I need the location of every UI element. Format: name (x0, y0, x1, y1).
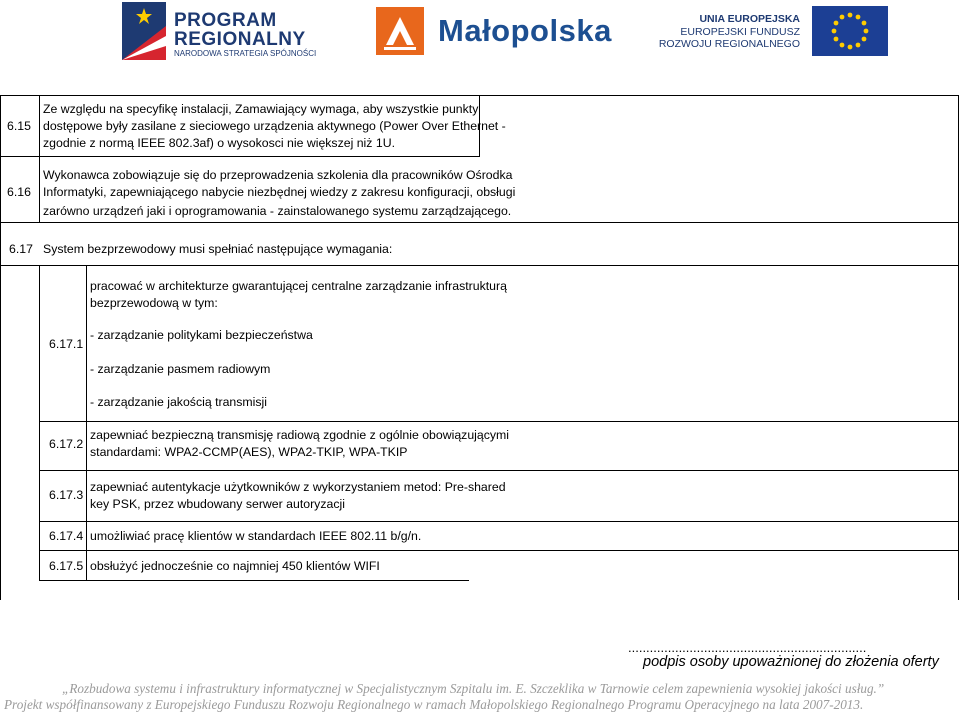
item-text-line: zarówno urządzeń jaki i oprogramowania - zainstalowanego systemu zarządzającego. (43, 204, 512, 218)
subitem-text-line: zapewniać bezpieczną transmisję radiową zgodnie z ogólnie obowiązującymi (90, 428, 510, 442)
item-number: 6.17 (9, 242, 33, 256)
row-border-6171 (39, 421, 958, 422)
subitem-text-line: bezprzewodową w tym: (90, 296, 218, 310)
subitem-number: 6.17.4 (49, 529, 84, 543)
footer-cofinancing: Projekt współfinansowany z Europejskiego Funduszu Rozwoju Regionalnego w ramach Małopolskiego Regionalnego Programu Operacyjnego na lata 2007-2013. (4, 697, 864, 712)
eu-logo-line1: UNIA EUROPEJSKA (699, 13, 800, 25)
col-divider-sub-left (39, 265, 40, 580)
subitem-number: 6.17.2 (49, 437, 84, 451)
subitem-text-line: zapewniać autentykacje użytkowników z wykorzystaniem metod: Pre-shared (90, 480, 506, 494)
program-logo-line3: NARODOWA STRATEGIA SPÓJNOŚCI (174, 49, 317, 58)
col-divider-615 (39, 95, 40, 156)
item-text-line: Wykonawca zobowiązuje się do przeprowadzenia szkolenia dla pracowników Ośrodka (43, 168, 513, 182)
signature-label: podpis osoby upoważnionej do złożenia oferty (643, 654, 939, 670)
item-text-line: dostępowe były zasilane z sieciowego urządzenia aktywnego (Power Over Ethernet - (43, 119, 506, 133)
malopolska-name: Małopolska (438, 13, 612, 48)
item-number: 6.15 (7, 119, 31, 133)
item-text-line: zgodnie z normą IEEE 802.3af) o wysokosci nie większej niż 1U. (43, 136, 395, 150)
row-border-6175 (39, 580, 469, 581)
col-divider-sub-num (86, 265, 87, 580)
subitem-text-line: obsłużyć jednocześnie co najmniej 450 klientów WIFI (90, 559, 380, 573)
subitem-text-line: umożliwiać pracę klientów w standardach IEEE 802.11 b/g/n. (90, 529, 422, 543)
row-border-617 (0, 265, 958, 266)
row-border-616 (0, 222, 958, 223)
eu-logo (658, 6, 888, 56)
footer-project-title: „Rozbudowa systemu i infrastruktury informatycznej w Specjalistycznym Szpitalu im. E. Szczeklika w Tarnowie celem zapewnienia wysokiej jakości usług.” (62, 681, 885, 696)
malopolska-logo (376, 7, 632, 55)
subitem-bullet: - zarządzanie jakością transmisji (90, 395, 268, 409)
subitem-number: 6.17.5 (49, 559, 84, 573)
program-logo-line2: REGIONALNY (174, 29, 306, 50)
item-text-line: Ze względu na specyfikę instalacji, Zamawiający wymaga, aby wszystkie punkty (43, 102, 479, 116)
signature-dots: .................................................................. (628, 640, 867, 655)
eu-logo-line2: EUROPEJSKI FUNDUSZ (680, 26, 800, 38)
subitem-text-line: pracować w architekturze gwarantującej centralne zarządzanie infrastrukturą (90, 279, 507, 293)
row-border-6173 (39, 521, 958, 522)
eu-logo-line3: ROZWOJU REGIONALNEGO (658, 38, 800, 50)
program-logo-line1: PROGRAM (174, 10, 277, 31)
header (0, 0, 960, 62)
program-regionalny-emblem-icon (122, 2, 166, 60)
table-right-border (958, 95, 959, 600)
subitem-number: 6.17.1 (49, 337, 84, 351)
row-border-6174 (39, 550, 958, 551)
row-border-6172 (39, 470, 958, 471)
eu-flag-icon (812, 6, 888, 56)
col-divider-616 (39, 156, 40, 222)
subitem-number: 6.17.3 (49, 488, 84, 502)
item-text-line: Informatyki, zapewniającego nabycie niezbędnej wiedzy z zakresu konfiguracji, obsługi (43, 185, 516, 199)
item-text-line: System bezprzewodowy musi spełniać następujące wymagania: (43, 242, 393, 256)
subitem-text-line: standardami: WPA2-CCMP(AES), WPA2-TKIP, WPA-TKIP (90, 445, 408, 459)
item-number: 6.16 (7, 185, 31, 199)
subitem-text-line: key PSK, przez wbudowany serwer autoryzacji (90, 497, 345, 511)
subitem-bullet: - zarządzanie pasmem radiowym (90, 362, 271, 376)
table-left-border (0, 95, 1, 600)
program-regionalny-logo (122, 2, 322, 60)
subitem-bullet: - zarządzanie politykami bezpieczeństwa (90, 328, 313, 342)
malopolska-emblem-icon (376, 7, 424, 55)
row-border-615 (0, 156, 480, 157)
